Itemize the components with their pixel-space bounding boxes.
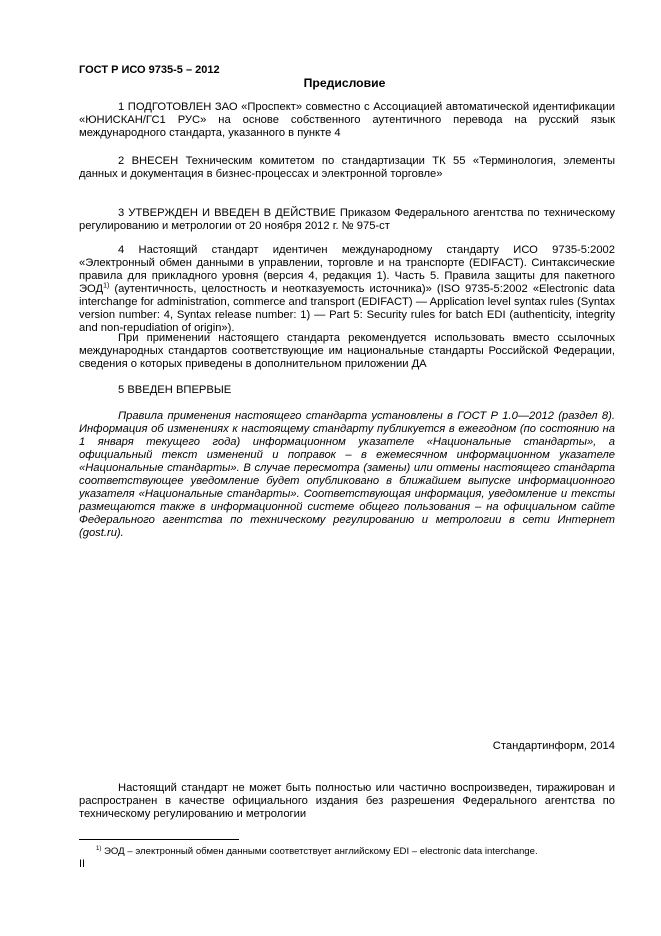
preface-item-4-text-cont: (аутентичность, целостность и неотказуемость источника)» (ISO 9735-5:2002 «Electronic data interchange for administration, commerce and transport (EDIFACT) — Application level syntax rules (Syntax version number: 4, Syntax release number: 1) — Part 5: Security rules for batch EDI (authenticity, integrity and non-repudiation of origin»). [79,283,615,334]
footnote [96,846,616,857]
preface-item-2: 2 ВНЕСЕН Техническим комитетом по стандартизации ТК 55 «Терминология, элементы данных и документация в бизнес-процессах и электронной торговле» [79,155,615,180]
preface-item-4-note: При применении настоящего стандарта рекомендуется использовать вместо ссылочных международных стандартов соответствующие им национальные стандарты Российской Федерации, сведения о которых приведены в дополнительном приложении ДА [79,332,615,370]
page-title: Предисловие [303,76,386,90]
footnote-mark: 1) [96,845,102,852]
copyright-notice: Настоящий стандарт не может быть полностью или частично воспроизведен, тиражирован и распространен в качестве официального издания без разрешения Федерального агентства по техническому регулированию и метрологии [79,782,615,820]
footnote-ref-mark: 1) [103,282,110,290]
standard-code: ГОСТ Р ИСО 9735-5 – 2012 [79,64,220,76]
page-number: II [79,858,86,870]
footnote-text: ЭОД – электронный обмен данными соответствует английскому EDI – electronic data interchange. [101,846,538,857]
rules-paragraph: Правила применения настоящего стандарта установлены в ГОСТ Р 1.0—2012 (раздел 8). Информация об изменениях к настоящему стандарту публикуется в ежегодном (по состоянию на 1 января текущего года) информационном указателе «Национальные стандарты», а официальный текст изменений и поправок – в ежемесячном информационном указателе «Национальные стандарты». В случае пересмотра (замены) или отмены настоящего стандарта соответствующее уведомление будет опубликовано в ближайшем выпуске информационного указателя «Национальные стандарты». Соответствующая информация, уведомление и тексты размещаются также в информационной системе общего пользования – на официальном сайте Федерального агентства по техническому регулированию и метрологии в сети Интернет (gost.ru). [79,410,615,539]
preface-item-1: 1 ПОДГОТОВЛЕН ЗАО «Проспект» совместно с Ассоциацией автоматической идентификации «ЮНИСКАН/ГС1 РУС» на основе собственного аутентичного перевода на русский язык международного стандарта, указанного в пункте 4 [79,101,615,139]
preface-item-4 [79,244,615,335]
preface-item-5: 5 ВВЕДЕН ВПЕРВЫЕ [118,384,232,396]
footnote-divider [79,839,239,840]
preface-item-4-text: 4 Настоящий стандарт идентичен международному стандарту ИСО 9735-5:2002 «Электронный обмен данными в управлении, торговле и на транспорте (EDIFACT). Синтаксические правила для прикладного уровня (версия 4, редакция 1). Часть 5. Правила защиты для пакетного ЭОД [79,244,615,295]
publisher-line: Стандартинформ, 2014 [492,740,615,752]
preface-item-3: 3 УТВЕРЖДЕН И ВВЕДЕН В ДЕЙСТВИЕ Приказом Федерального агентства по техническому регулированию и метрологии от 20 ноября 2012 г. № 975-ст [79,207,615,232]
